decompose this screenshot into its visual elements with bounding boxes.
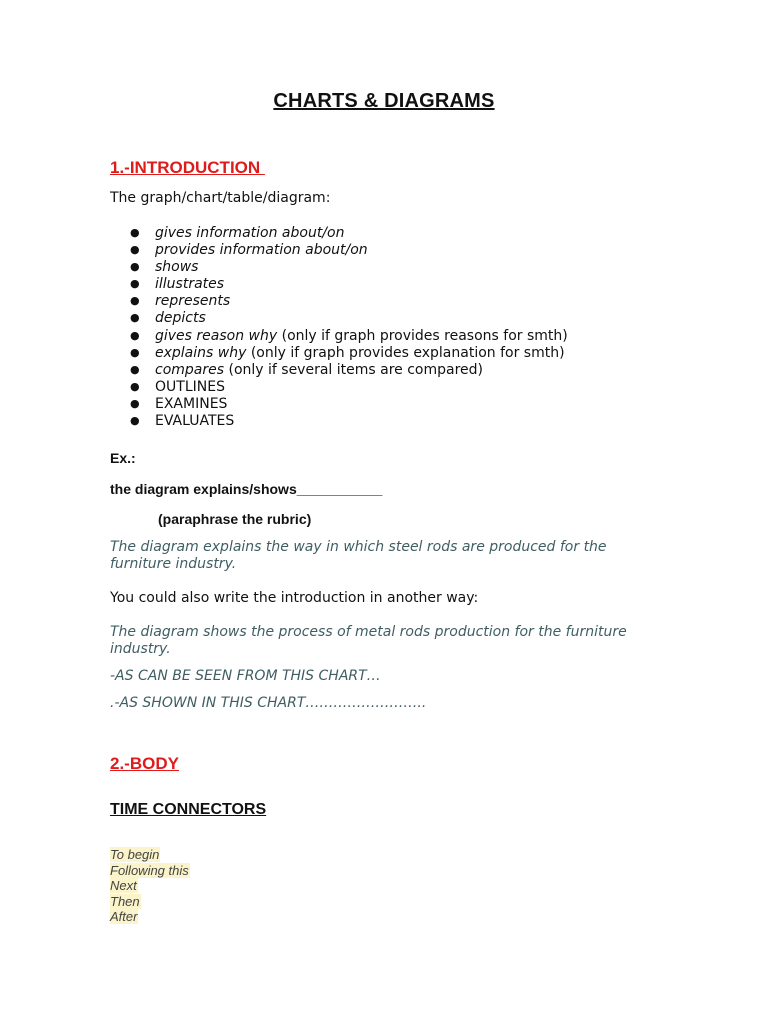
- list-item: ● compares (only if several items are compared): [130, 361, 483, 378]
- intro-phrase-1: -AS CAN BE SEEN FROM THIS CHART…: [110, 668, 381, 684]
- list-item: After: [110, 909, 138, 924]
- list-item: ● OUTLINES: [130, 378, 225, 395]
- list-item: ● explains why (only if graph provides explanation for smth): [130, 344, 565, 361]
- list-item: ● depicts: [130, 310, 206, 327]
- list-item: To begin: [110, 847, 160, 862]
- list-item: ● gives reason why (only if graph provides reasons for smth): [130, 327, 568, 344]
- example-paragraph-2: The diagram shows the process of metal rods production for the furniture industry.: [110, 624, 627, 657]
- list-item: ● provides information about/on: [130, 242, 368, 259]
- verb-bullet-list: [130, 224, 568, 429]
- list-item: Then: [110, 893, 140, 909]
- list-item: ● gives information about/on: [130, 225, 345, 241]
- section-heading-introduction: 1.-INTRODUCTION: [110, 158, 265, 177]
- page-title: CHARTS & DIAGRAMS: [273, 90, 495, 112]
- bullet-icon: ●: [130, 414, 140, 428]
- bullet-icon: ●: [130, 311, 140, 325]
- list-item: ● EXAMINES: [130, 395, 228, 412]
- bullet-icon: ●: [130, 396, 140, 410]
- section-heading-body: 2.-BODY: [110, 754, 179, 773]
- paraphrase-note: (paraphrase the rubric): [158, 511, 312, 527]
- bullet-icon: ●: [130, 345, 140, 359]
- example-label: Ex.:: [110, 450, 136, 466]
- list-item: ● shows: [130, 259, 199, 276]
- bullet-icon: ●: [130, 243, 140, 257]
- intro-phrase-2: .-AS SHOWN IN THIS CHART……………………..: [110, 695, 427, 711]
- intro-lead-text: The graph/chart/table/diagram:: [110, 190, 331, 206]
- alternate-intro-text: You could also write the introduction in another way:: [110, 590, 479, 606]
- bullet-icon: ●: [130, 260, 140, 274]
- time-connectors-heading: TIME CONNECTORS: [110, 801, 267, 818]
- bullet-icon: ●: [130, 362, 140, 376]
- list-item: Next: [110, 878, 137, 893]
- list-item: ● illustrates: [130, 276, 225, 293]
- list-item: ● EVALUATES: [130, 413, 235, 430]
- bullet-icon: ●: [130, 226, 140, 239]
- bullet-icon: ●: [130, 277, 140, 291]
- time-connectors-list: [110, 847, 190, 925]
- example-sentence: the diagram explains/shows___________: [110, 481, 383, 497]
- bullet-icon: ●: [130, 294, 140, 308]
- list-item: ● represents: [130, 293, 231, 310]
- bullet-icon: ●: [130, 379, 140, 393]
- bullet-icon: ●: [130, 328, 140, 342]
- list-item: Following this: [110, 862, 189, 878]
- example-paragraph-1: The diagram explains the way in which steel rods are produced for the furniture industry.: [110, 539, 607, 572]
